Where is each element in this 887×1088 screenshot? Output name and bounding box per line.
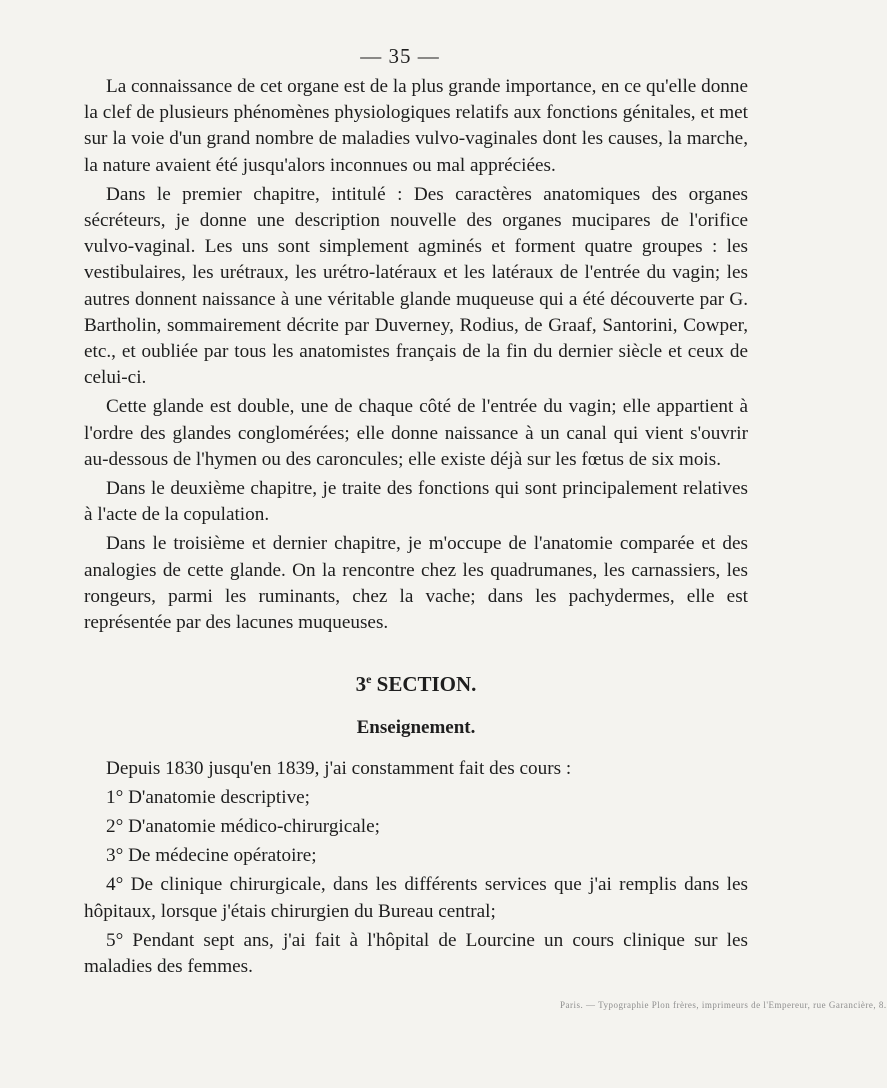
paragraph-3: Cette glande est double, une de chaque côté de l'entrée du vagin; elle appartient à l'ordre des glandes conglomérées; elle donne naissance à un canal qui vient s'ouvrir au-dessous de l'hymen ou des caroncules; elle existe déjà sur les fœtus de six mois. xyxy=(84,396,748,470)
section-ordinal: e xyxy=(366,672,372,687)
page-body xyxy=(84,74,748,980)
paragraph-1: La connaissance de cet organe est de la plus grande importance, en ce qu'elle donne la clef de plusieurs phénomènes physiologiques relatifs aux fonctions génitales, et met sur la voie d'un grand nombre de maladies vulvo-vaginales dont les causes, la marche, la nature avaient été jusqu'alors inconnues ou mal appréciées. xyxy=(84,76,748,176)
section-title: SECTION. xyxy=(376,672,477,697)
paragraph-2: Dans le premier chapitre, intitulé : Des caractères anatomiques des organes sécréteurs, je donne une description nouvelle des organes mucipares de l'orifice vulvo-vaginal. Les uns sont simplement agminés et forment quatre groupes : les vestibulaires, les urétraux, les urétro-latéraux et les latéraux de l'entrée du vagin; les autres donnent naissance à une véritable glande muqueuse qui a été découverte par G. Bartholin, sommairement décrite par Duverney, Rodius, de Graaf, Santorini, Cowper, etc., et oubliée par tous les anatomistes français de la fin du dernier siècle et ceux de celui-ci. xyxy=(84,183,748,389)
course-list xyxy=(84,756,748,981)
course-item-2: 2° D'anatomie médico-chirurgicale; xyxy=(106,816,380,838)
course-item-4: 4° De clinique chirurgicale, dans les différents services que j'ai remplis dans les hôpitaux, lorsque j'étais chirurgien du Bureau central; xyxy=(84,874,748,922)
course-item-3: 3° De médecine opératoire; xyxy=(106,845,317,867)
paragraph-4: Dans le deuxième chapitre, je traite des fonctions qui sont principalement relatives à l'acte de la copulation. xyxy=(84,478,748,526)
course-item-1: 1° D'anatomie descriptive; xyxy=(106,786,311,808)
printer-footer: Paris. — Typographie Plon frères, imprimeurs de l'Empereur, rue Garancière, 8. xyxy=(560,1000,887,1010)
section-number: 3 xyxy=(355,672,367,697)
section-heading xyxy=(84,666,748,697)
subheading: Enseignement. xyxy=(356,717,476,739)
page-number: — 35 — xyxy=(360,44,440,68)
course-intro: Depuis 1830 jusqu'en 1839, j'ai constamment fait des cours : xyxy=(106,757,572,779)
course-item-5: 5° Pendant sept ans, j'ai fait à l'hôpital de Lourcine un cours clinique sur les maladies des femmes. xyxy=(84,929,748,978)
paragraph-5: Dans le troisième et dernier chapitre, je m'occupe de l'anatomie comparée et des analogies de cette glande. On la rencontre chez les quadrumanes, les carnassiers, les rongeurs, parmi les ruminants, chez la vache; dans les pachydermes, elle est représentée par des lacunes muqueuses. xyxy=(84,533,748,634)
